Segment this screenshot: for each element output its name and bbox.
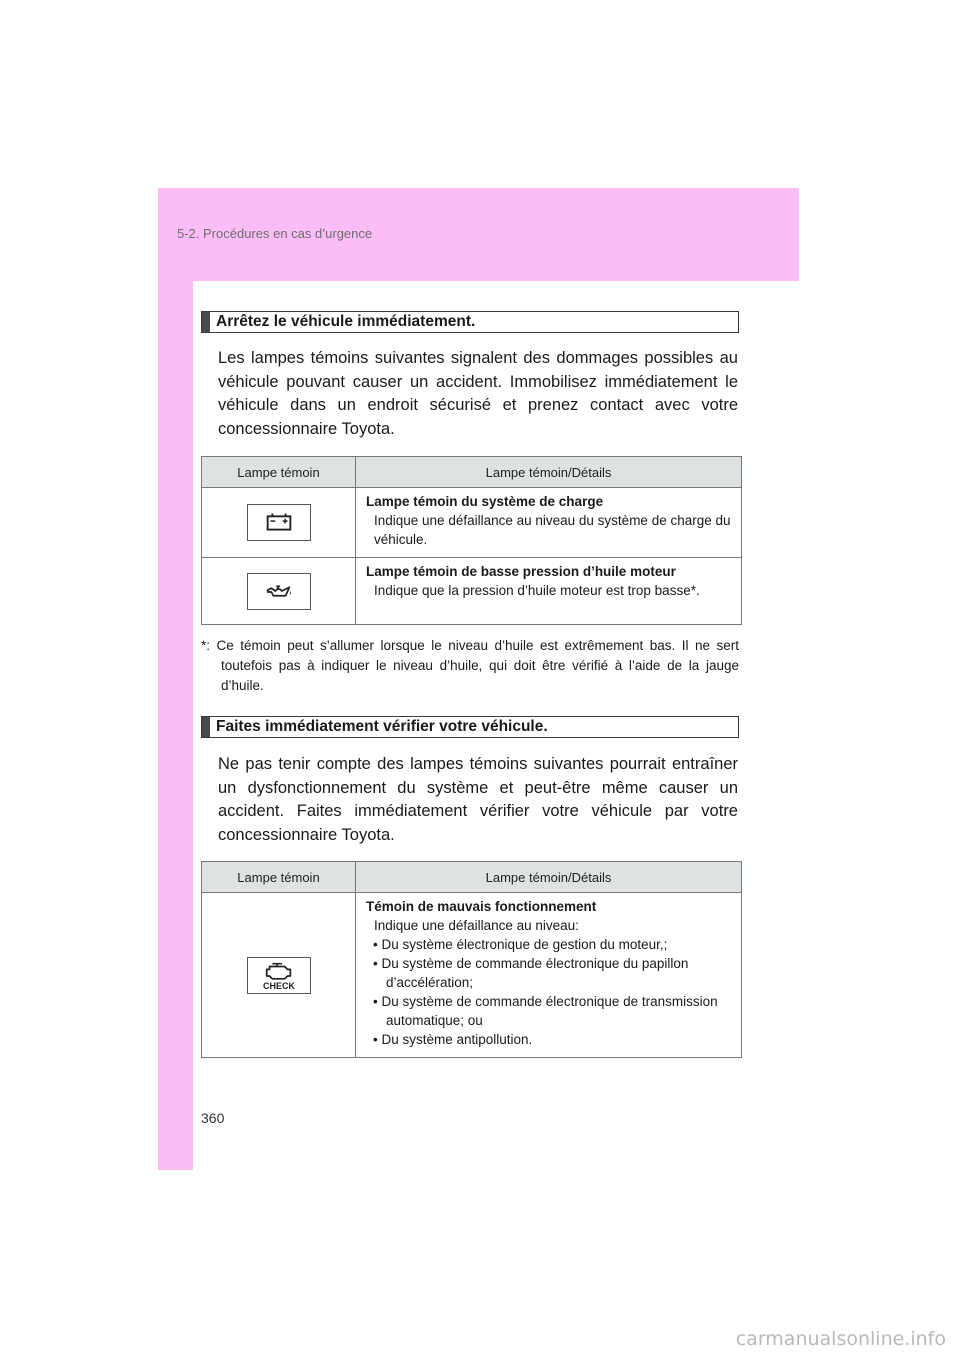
list-item: • Du système de commande électronique de transmission automatique; ou — [373, 994, 718, 1028]
watermark: carmanualsonline.info — [735, 1328, 946, 1350]
lamp-title: Lampe témoin du système de charge — [366, 494, 604, 509]
list-item: • Du système électronique de gestion du moteur,; — [373, 937, 668, 952]
detail-cell — [356, 558, 742, 625]
column-header-details: Lampe témoin/Détails — [356, 862, 742, 893]
footnote: *: Ce témoin peut s’allumer lorsque le niveau d’huile est extrêmement bas. Il ne sert toutefois pas à indiquer le niveau d’huile, qui doit être vérifié à l’aide de la jauge d’huile. — [201, 638, 739, 693]
section2-paragraph: Ne pas tenir compte des lampes témoins suivantes pourrait entraîner un dysfonctionnement du système et peut-être même causer un accident. Faites immédiatement vérifier votre véhicule par votre concessionnaire Toyota. — [218, 755, 738, 844]
section2-heading — [201, 716, 739, 738]
page-number: 360 — [201, 1110, 225, 1126]
column-header-lamp: Lampe témoin — [202, 457, 356, 488]
icon-cell — [202, 893, 356, 1058]
table-header-row — [202, 862, 742, 893]
section1-paragraph: Les lampes témoins suivantes signalent des dommages possibles au véhicule pouvant causer un accident. Immobilisez immédiatement le véhicule dans un endroit sécurisé et prenez contact avec votre concessionnaire Toyota. — [218, 349, 738, 438]
section-label: 5-2. Procédures en cas d’urgence — [177, 226, 373, 241]
heading-bar — [202, 312, 210, 332]
icon-cell — [202, 558, 356, 625]
list-item: • Du système de commande électronique du papillon d’accélération; — [373, 956, 689, 990]
table-row — [202, 893, 742, 1058]
battery-icon — [247, 504, 311, 541]
section1-heading-text: Arrêtez le véhicule immédiatement. — [216, 313, 476, 330]
lamp-title: Témoin de mauvais fonctionnement — [366, 899, 597, 914]
table-header-row — [202, 457, 742, 488]
table-row — [202, 558, 742, 625]
lamp-description: Indique une défaillance au niveau du système de charge du véhicule. — [374, 513, 731, 547]
detail-cell — [356, 893, 742, 1058]
column-header-details: Lampe témoin/Détails — [356, 457, 742, 488]
section2-heading-text: Faites immédiatement vérifier votre véhicule. — [216, 718, 548, 735]
oil-can-icon — [247, 573, 311, 610]
column-header-lamp: Lampe témoin — [202, 862, 356, 893]
icon-cell — [202, 488, 356, 558]
heading-bar — [202, 717, 210, 737]
table-row — [202, 488, 742, 558]
detail-cell — [356, 488, 742, 558]
section2-body — [218, 753, 738, 847]
section2-table — [201, 861, 742, 1058]
section1-body — [218, 347, 738, 441]
list-item: • Du système antipollution. — [373, 1032, 533, 1047]
check-engine-icon — [247, 957, 311, 994]
section1-table — [201, 456, 742, 625]
lamp-title: Lampe témoin de basse pression d’huile moteur — [366, 564, 676, 579]
section1-heading — [201, 311, 739, 333]
check-engine-icon-label: CHECK — [262, 980, 295, 991]
lamp-description: Indique une défaillance au niveau: — [374, 918, 579, 933]
side-band — [158, 281, 193, 1170]
lamp-description: Indique que la pression d’huile moteur est trop basse*. — [374, 583, 700, 598]
